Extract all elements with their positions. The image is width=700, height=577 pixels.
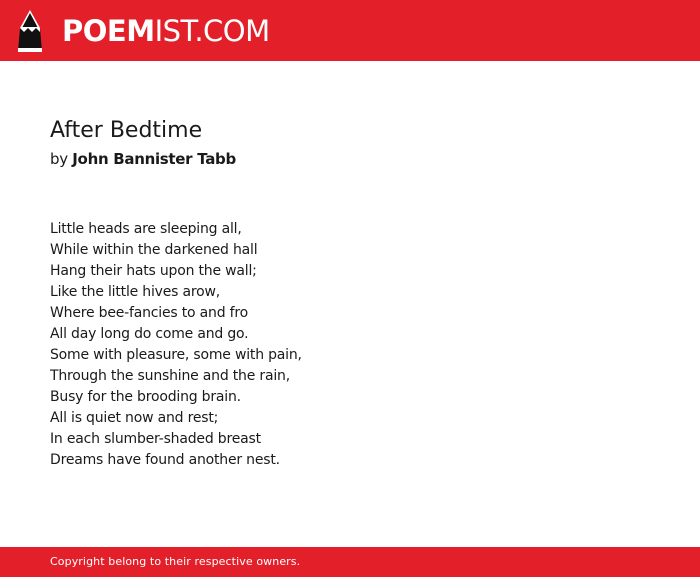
poem-line: While within the darkened hall <box>50 242 258 258</box>
copyright-text: Copyright belong to their respective owners. <box>50 555 301 568</box>
brand-light-text: IST.COM <box>154 14 270 48</box>
poem-line: Hang their hats upon the wall; <box>50 263 257 279</box>
poem-line: All day long do come and go. <box>50 326 249 342</box>
by-label: by <box>50 150 68 168</box>
site-header <box>0 0 700 61</box>
brand-bold-text: POEM <box>62 14 155 48</box>
poem-line: In each slumber-shaded breast <box>50 431 261 447</box>
byline <box>50 149 236 169</box>
poem-line: All is quiet now and rest; <box>50 410 219 426</box>
poem-line: Busy for the brooding brain. <box>50 389 241 405</box>
author-name: John Bannister Tabb <box>72 150 236 168</box>
poem-body <box>50 219 302 471</box>
poem-line: Some with pleasure, some with pain, <box>50 347 302 363</box>
poem-line: Little heads are sleeping all, <box>50 221 242 237</box>
poem-line: Through the sunshine and the rain, <box>50 368 290 384</box>
poem-line: Dreams have found another nest. <box>50 452 280 468</box>
site-logo-link[interactable] <box>62 13 270 49</box>
poem-line: Where bee-fancies to and fro <box>50 305 248 321</box>
site-footer <box>0 547 700 577</box>
poem-title: After Bedtime <box>50 118 203 143</box>
poem-line: Like the little hives arow, <box>50 284 220 300</box>
pencil-icon <box>18 10 42 52</box>
